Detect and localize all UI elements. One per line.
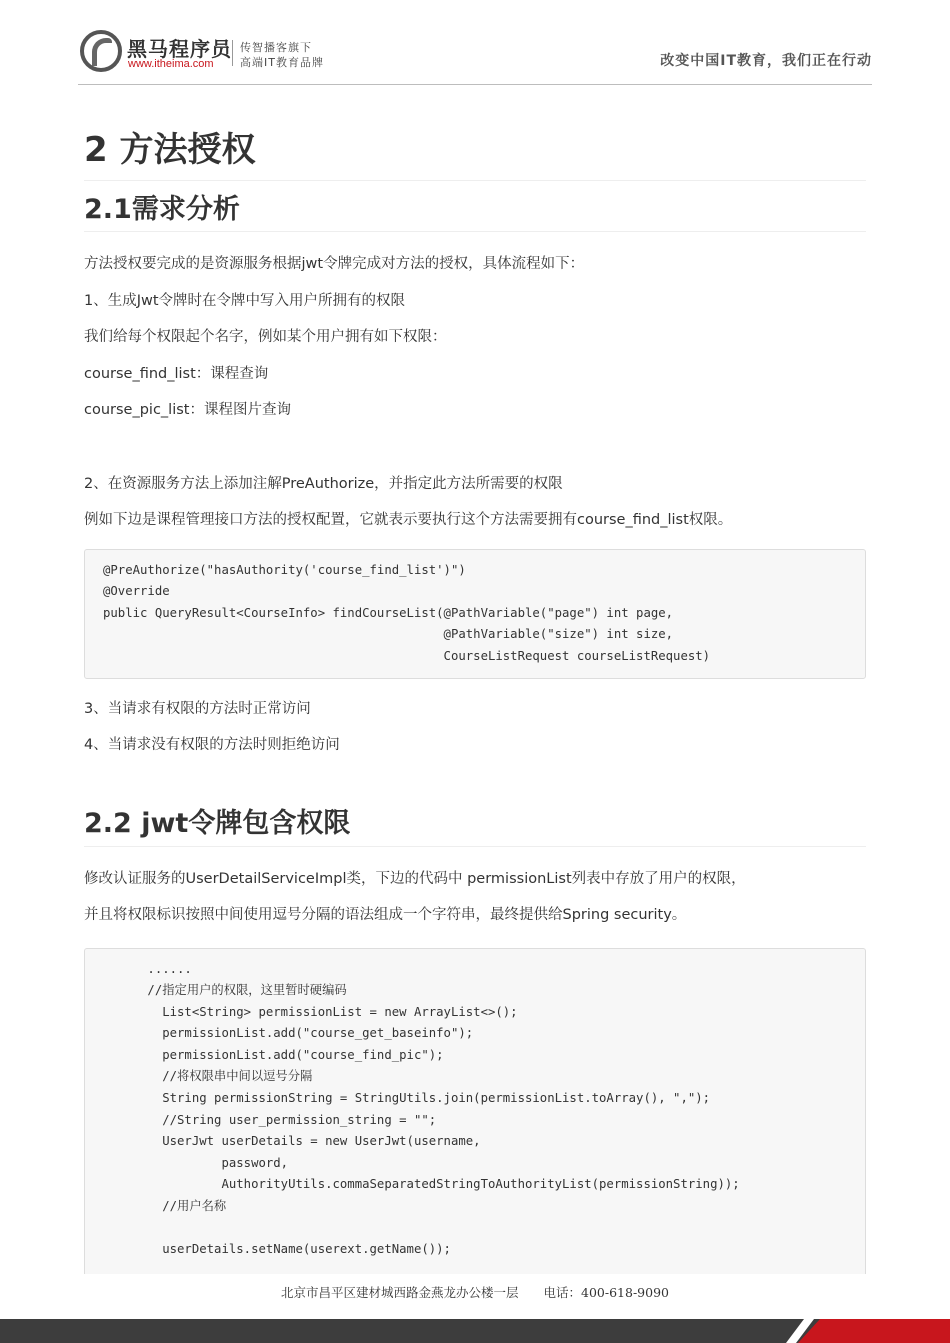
brand-divider <box>232 40 233 66</box>
blank-line <box>84 429 866 466</box>
paragraph: 方法授权要完成的是资源服务根据jwt令牌完成对方法的授权，具体流程如下： <box>84 256 585 272</box>
code-block-user-detail-service: ...... //指定用户的权限，这里暂时硬编码 List<String> permissionList = new ArrayList<>(); permissionList.add("course_get_baseinfo"); permissionList.add("course_find_pic"); //将权限串中间以逗号分隔 String permissionString = StringUtils.join(permissionList.toArray(), ","); //String user_permission_string = ""; UserJwt userDetails = new UserJwt(username, password, AuthorityUtils.commaSeparatedStringToAuthorityList(permissionString)); //用户名称 userDetails.setName(userext.getName()); <box>84 948 866 1274</box>
horse-logo-icon <box>80 30 122 72</box>
paragraph: 并且将权限标识按照中间使用逗号分隔的语法组成一个字符串，最终提供给Spring security。 <box>84 907 687 923</box>
header-motto: 改变中国IT教育，我们正在行动 <box>660 53 872 69</box>
paragraph: 4、当请求没有权限的方法时则拒绝访问 <box>84 737 340 753</box>
paragraph: course_find_list：课程查询 <box>84 365 269 382</box>
paragraph: 修改认证服务的UserDetailServiceImpl类，下边的代码中 permissionList列表中存放了用户的权限， <box>84 870 746 887</box>
document-body <box>84 124 866 1286</box>
section-heading-jwt-permissions: 2.2 jwt令牌包含权限 <box>84 804 866 847</box>
brand-url: www.itheima.com <box>128 58 214 70</box>
brand-name: 黑马程序员 <box>127 37 232 61</box>
paragraph: 2、在资源服务方法上添加注解PreAuthorize，并指定此方法所需要的权限 <box>84 475 563 492</box>
paragraph: 例如下边是课程管理接口方法的授权配置，它就表示要执行这个方法需要拥有course_find_list权限。 <box>84 512 733 528</box>
footer-address: 北京市昌平区建材城西路金燕龙办公楼一层 电话：400-618-9090 <box>281 1285 669 1300</box>
horse-head-shape <box>92 38 112 66</box>
paragraph: 我们给每个权限起个名字，例如某个用户拥有如下权限： <box>84 329 447 345</box>
code-block-preauthorize: @PreAuthorize("hasAuthority('course_find_list')") @Override public QueryResult<CourseInfo> findCourseList(@PathVariable("page") int page, @PathVariable("size") int size, CourseListRequest courseListRequest) <box>84 549 866 679</box>
header-divider <box>78 84 872 85</box>
paragraph: 1、生成Jwt令牌时在令牌中写入用户所拥有的权限 <box>84 292 406 309</box>
brand-slogan-line1: 传智播客旗下 <box>240 41 312 54</box>
paragraph: 3、当请求有权限的方法时正常访问 <box>84 700 311 717</box>
paragraph: course_pic_list：课程图片查询 <box>84 402 291 418</box>
section-heading-requirements: 2.1需求分析 <box>84 181 866 232</box>
brand-slogan-line2: 高端IT教育品牌 <box>240 56 324 69</box>
footer-red-accent <box>798 1319 950 1343</box>
page-header <box>0 0 950 86</box>
page-title: 2 方法授权 <box>84 124 866 181</box>
